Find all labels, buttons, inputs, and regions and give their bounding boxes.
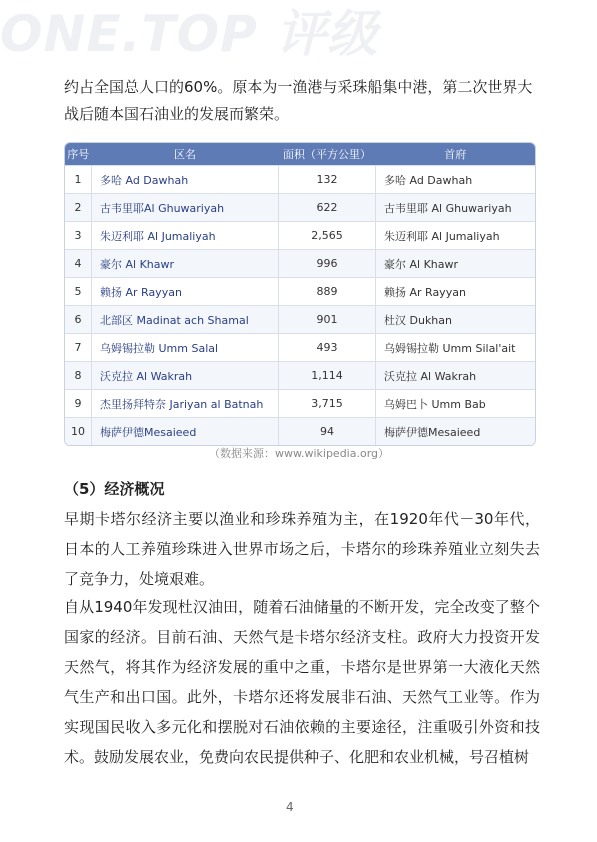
cell-area: 493 — [279, 334, 376, 362]
cell-area: 132 — [279, 166, 376, 194]
cell-district: 古韦里耶Al Ghuwariyah — [92, 194, 279, 222]
table-row — [65, 390, 535, 418]
table-row — [65, 278, 535, 306]
table-row — [65, 306, 535, 334]
cell-area: 3,715 — [279, 390, 376, 418]
cell-capital: 古韦里耶 Al Ghuwariyah — [376, 194, 536, 222]
paragraph: 早期卡塔尔经济主要以渔业和珍珠养殖为主，在1920年代－30年代，日本的人工养殖珍珠进入世界市场之后，卡塔尔的珍珠养殖业立刻失去了竞争力，处境艰难。 — [64, 510, 540, 588]
cell-capital: 朱迈利耶 Al Jumaliyah — [376, 222, 536, 250]
cell-district: 朱迈利耶 Al Jumaliyah — [92, 222, 279, 250]
cell-district: 豪尔 Al Khawr — [92, 250, 279, 278]
districts-table — [64, 142, 536, 446]
cell-number: 9 — [65, 390, 92, 418]
table-row — [65, 362, 535, 390]
watermark: ONE.TOP 评级 — [0, 5, 379, 63]
cell-capital: 梅萨伊德Mesaieed — [376, 418, 536, 446]
cell-capital: 多哈 Ad Dawhah — [376, 166, 536, 194]
header-capital: 首府 — [376, 143, 536, 166]
cell-number: 4 — [65, 250, 92, 278]
cell-capital: 豪尔 Al Khawr — [376, 250, 536, 278]
cell-number: 2 — [65, 194, 92, 222]
cell-number: 3 — [65, 222, 92, 250]
cell-capital: 赖扬 Ar Rayyan — [376, 278, 536, 306]
cell-capital: 乌姆巴卜 Umm Bab — [376, 390, 536, 418]
header-district: 区名 — [92, 143, 279, 166]
table-row — [65, 222, 535, 250]
table-row — [65, 166, 535, 194]
cell-area: 622 — [279, 194, 376, 222]
cell-district: 梅萨伊德Mesaieed — [92, 418, 279, 446]
table-row — [65, 194, 535, 222]
cell-area: 889 — [279, 278, 376, 306]
header-number: 序号 — [65, 143, 92, 166]
header-area: 面积（平方公里） — [279, 143, 376, 166]
cell-district: 沃克拉 Al Wakrah — [92, 362, 279, 390]
table-row — [65, 334, 535, 362]
cell-number: 8 — [65, 362, 92, 390]
cell-district: 赖扬 Ar Rayyan — [92, 278, 279, 306]
source-note: （数据来源：www.wikipedia.org） — [208, 447, 390, 460]
cell-capital: 沃克拉 Al Wakrah — [376, 362, 536, 390]
cell-area: 996 — [279, 250, 376, 278]
cell-number: 7 — [65, 334, 92, 362]
cell-district: 乌姆锡拉勒 Umm Salal — [92, 334, 279, 362]
table-header-row — [65, 143, 535, 166]
cell-number: 6 — [65, 306, 92, 334]
table-row — [65, 418, 535, 446]
cell-number: 5 — [65, 278, 92, 306]
section-heading: （5）经济概况 — [64, 480, 165, 498]
cell-district: 北部区 Madinat ach Shamal — [92, 306, 279, 334]
cell-area: 94 — [279, 418, 376, 446]
cell-district: 杰里扬拜特奈 Jariyan al Batnah — [92, 390, 279, 418]
cell-number: 10 — [65, 418, 92, 446]
table-row — [65, 250, 535, 278]
cell-area: 901 — [279, 306, 376, 334]
cell-capital: 乌姆锡拉勒 Umm Silal'ait — [376, 334, 536, 362]
page-number: 4 — [286, 800, 294, 814]
cell-area: 2,565 — [279, 222, 376, 250]
cell-district: 多哈 Ad Dawhah — [92, 166, 279, 194]
cell-number: 1 — [65, 166, 92, 194]
cell-area: 1,114 — [279, 362, 376, 390]
paragraph: 自从1940年发现杜汉油田，随着石油储量的不断开发，完全改变了整个国家的经济。目前石油、天然气是卡塔尔经济支柱。政府大力投资开发天然气，将其作为经济发展的重中之重，卡塔尔是世界第一大液化天然气生产和出口国。此外，卡塔尔还将发展非石油、天然气工业等。作为实现国民收入多元化和摆脱对石油依赖的主要途径，注重吸引外资和技术。鼓励发展农业，免费向农民提供种子、化肥和农业机械，号召植树 — [64, 598, 540, 766]
cell-capital: 杜汉 Dukhan — [376, 306, 536, 334]
intro-paragraph: 约占全国总人口的60%。原本为一渔港与采珠船集中港，第二次世界大战后随本国石油业的发展而繁荣。 — [64, 78, 533, 123]
